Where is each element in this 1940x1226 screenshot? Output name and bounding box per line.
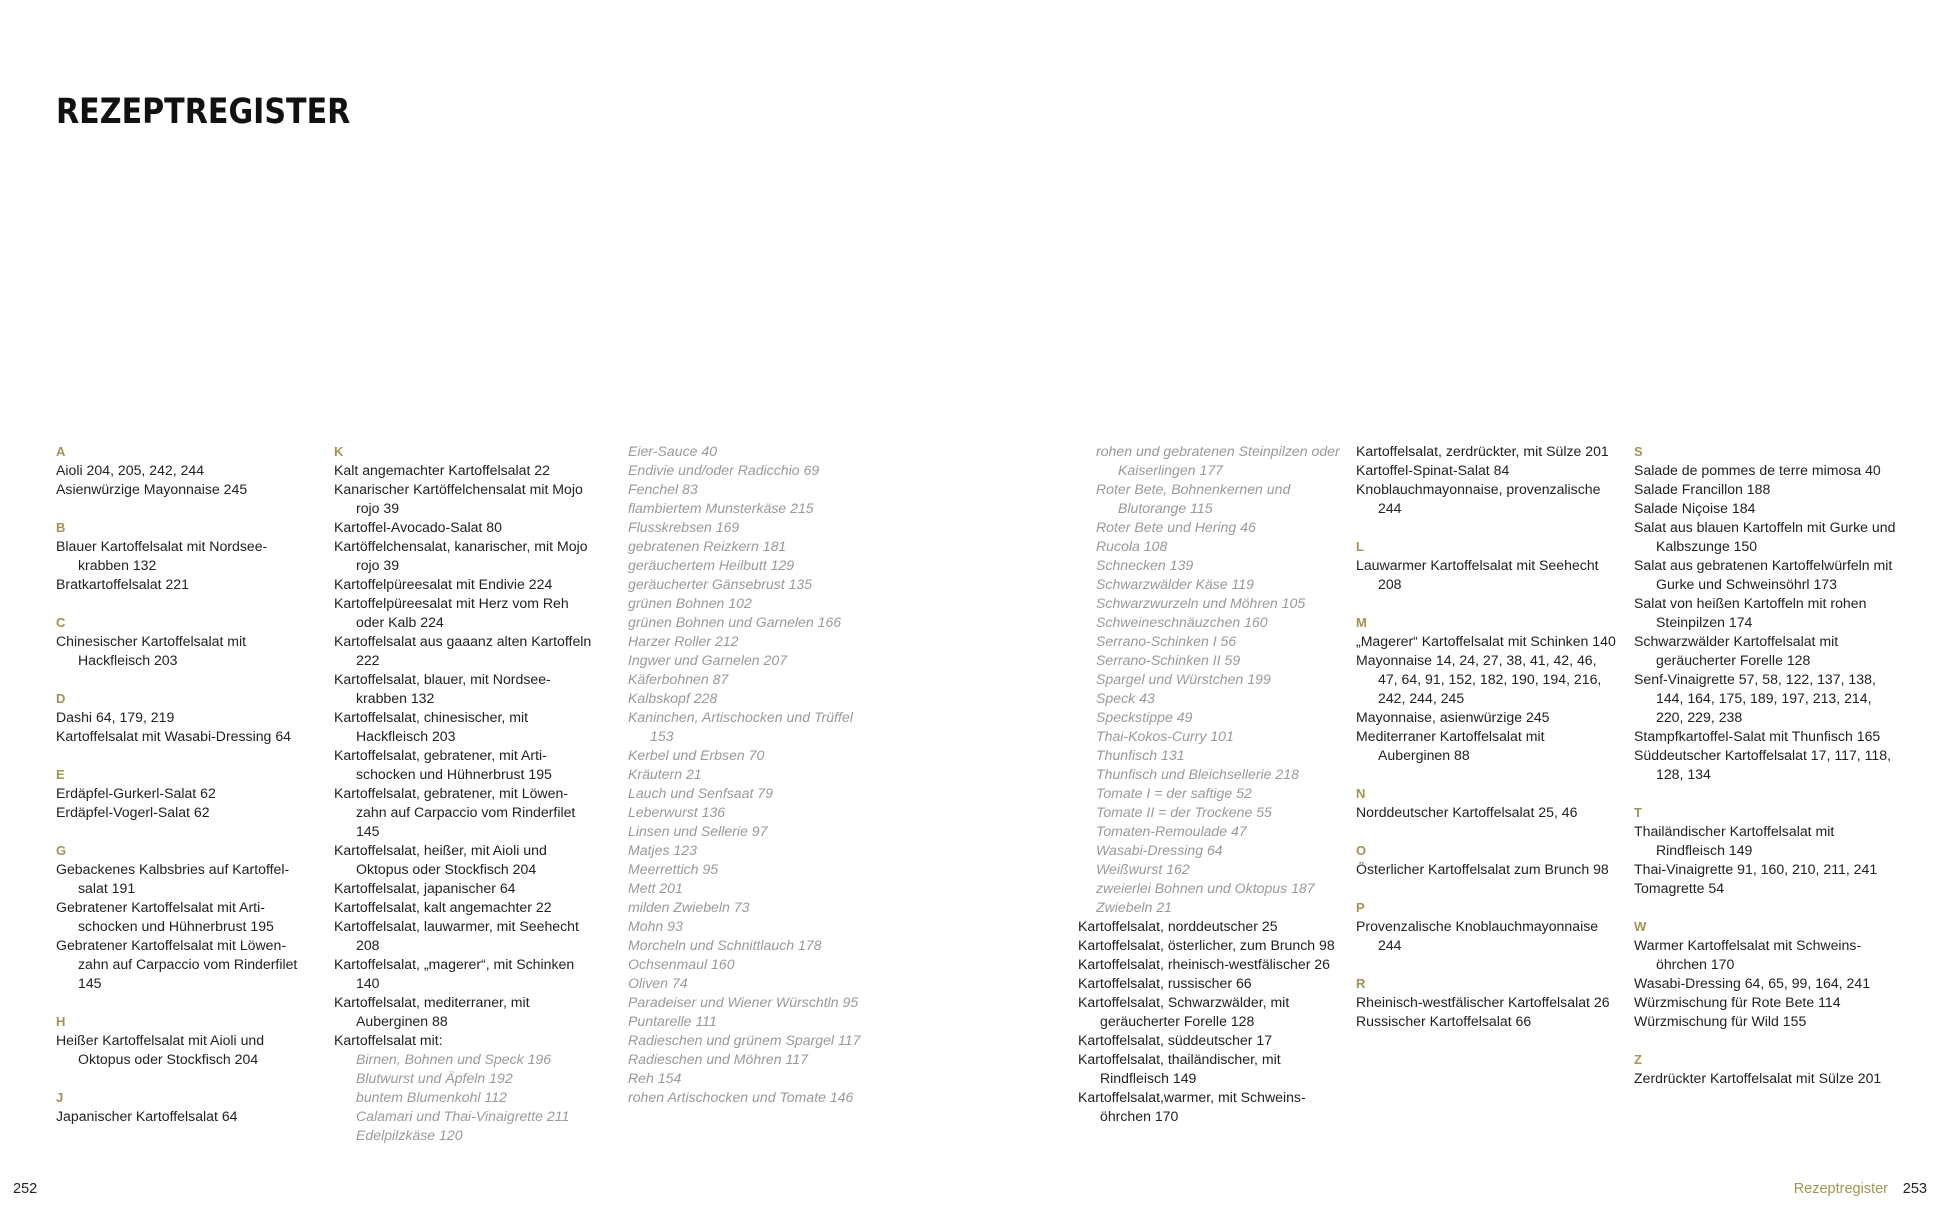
index-entry: Kartoffelsalat, japanischer 64 (334, 880, 516, 896)
section-gap (56, 1069, 306, 1088)
page-number-left: 252 (13, 1181, 38, 1197)
index-subentry: Serrano-Schinken II 59 (1096, 652, 1241, 668)
index-subentry: Weißwurst 162 (1096, 861, 1190, 877)
index-column-1 (56, 442, 306, 1126)
index-subentry: grünen Bohnen und Garnelen 166 (628, 614, 842, 630)
index-entry: Norddeutscher Kartoffelsalat 25, 46 (1356, 804, 1578, 820)
index-entry: Kartoffelsalat, heißer, mit Aioli und Oktopus oder Stockfisch 204 (334, 842, 547, 877)
index-subentry: Kalbskopf 228 (628, 690, 718, 706)
index-entry: Gebackenes Kalbsbries auf Kartoffel-salat 191 (56, 861, 290, 896)
index-entry: Knoblauchmayonnaise, provenzalische 244 (1356, 481, 1601, 516)
section-letter: B (56, 520, 66, 535)
index-subentry: Tomaten-Remoulade 47 (1096, 823, 1247, 839)
index-subentry: Tomate I = der saftige 52 (1096, 785, 1252, 801)
index-subentry: Calamari und Thai-Vinaigrette 211 (356, 1108, 570, 1124)
index-entry: Kartoffelsalat aus gaaanz alten Kartoffeln 222 (334, 633, 592, 668)
index-entry: Blauer Kartoffelsalat mit Nordsee-krabben 132 (56, 538, 268, 573)
index-entry: Erdäpfel-Gurkerl-Salat 62 (56, 785, 216, 801)
index-subentry: Puntarelle 111 (628, 1013, 717, 1029)
section-gap (1356, 879, 1618, 898)
index-entry: Würzmischung für Rote Bete 114 (1634, 994, 1841, 1010)
index-subentry: Blutwurst und Äpfeln 192 (356, 1070, 513, 1086)
index-entry: Salat aus blauen Kartoffeln mit Gurke und Kalbszunge 150 (1634, 519, 1896, 554)
index-subentry: Kräutern 21 (628, 766, 702, 782)
section-gap (1634, 1031, 1896, 1050)
index-entry: Wasabi-Dressing 64, 65, 99, 164, 241 (1634, 975, 1871, 991)
index-entry: Kartoffelsalat, lauwarmer, mit Seehecht 208 (334, 918, 579, 953)
index-subentry: Fenchel 83 (628, 481, 698, 497)
index-entry: Thailändischer Kartoffelsalat mit Rindfleisch 149 (1634, 823, 1835, 858)
section-letter: H (56, 1014, 66, 1029)
index-subentry: Lauch und Senfsaat 79 (628, 785, 773, 801)
section-gap (56, 822, 306, 841)
index-entry: Kartoffelsalat, gebratener, mit Arti-schocken und Hühnerbrust 195 (334, 747, 552, 782)
index-subentry: Oliven 74 (628, 975, 688, 991)
section-gap (1356, 765, 1618, 784)
index-subentry: Schwarzwurzeln und Möhren 105 (1096, 595, 1306, 611)
section-gap (56, 993, 306, 1012)
index-subentry: Speckstippe 49 (1096, 709, 1193, 725)
index-column-5 (1356, 442, 1618, 1031)
index-entry: Aioli 204, 205, 242, 244 (56, 462, 205, 478)
index-entry: Rheinisch-westfälischer Kartoffelsalat 26 (1356, 994, 1610, 1010)
section-letter: J (56, 1090, 64, 1105)
section-letter: N (1356, 786, 1366, 801)
index-subentry: Radieschen und grünem Spargel 117 (628, 1032, 861, 1048)
index-entry: Süddeutscher Kartoffelsalat 17, 117, 118, 128, 134 (1634, 747, 1891, 782)
index-entry: Japanischer Kartoffelsalat 64 (56, 1108, 238, 1124)
index-subentry: Ingwer und Garnelen 207 (628, 652, 788, 668)
index-subentry: Kerbel und Erbsen 70 (628, 747, 765, 763)
index-entry: Kartoffelsalat, norddeutscher 25 (1078, 918, 1278, 934)
index-entry: Kartoffelsalat, „magerer“, mit Schinken 140 (334, 956, 575, 991)
index-entry: Salat aus gebratenen Kartoffelwürfeln mit Gurke und Schweinsöhrl 173 (1634, 557, 1893, 592)
index-entry: Kartoffelpüreesalat mit Endivie 224 (334, 576, 553, 592)
index-entry: Bratkartoffelsalat 221 (56, 576, 189, 592)
index-subentry: rohen und gebratenen Steinpilzen oder Kaiserlingen 177 (1096, 443, 1340, 478)
index-entry: Kartoffelsalat, österlicher, zum Brunch 98 (1078, 937, 1335, 953)
index-entry: Stampfkartoffel-Salat mit Thunfisch 165 (1634, 728, 1881, 744)
section-letter: W (1634, 919, 1647, 934)
index-subentry: Linsen und Sellerie 97 (628, 823, 768, 839)
index-subentry: Serrano-Schinken I 56 (1096, 633, 1237, 649)
index-subentry: Mohn 93 (628, 918, 683, 934)
index-subentry: Tomate II = der Trockene 55 (1096, 804, 1272, 820)
section-letter: E (56, 767, 65, 782)
running-footer-label: Rezeptregister (1793, 1181, 1888, 1197)
section-letter: K (334, 444, 344, 459)
index-subentry: zweierlei Bohnen und Oktopus 187 (1096, 880, 1315, 896)
index-entry: Kartoffelsalat, mediterraner, mit Auberginen 88 (334, 994, 530, 1029)
index-entry: Gebratener Kartoffelsalat mit Löwen-zahn auf Carpaccio vom Rinderfilet 145 (56, 937, 298, 991)
index-entry: Kartoffel-Avocado-Salat 80 (334, 519, 502, 535)
index-entry: Kartoffelpüreesalat mit Herz vom Reh oder Kalb 224 (334, 595, 569, 630)
index-subentry: Rucola 108 (1096, 538, 1168, 554)
index-subentry: geräucherter Gänsebrust 135 (628, 576, 813, 592)
index-entry: „Magerer“ Kartoffelsalat mit Schinken 140 (1356, 633, 1616, 649)
index-entry: Salat von heißen Kartoffeln mit rohen Steinpilzen 174 (1634, 595, 1867, 630)
index-entry: Warmer Kartoffelsalat mit Schweins-öhrchen 170 (1634, 937, 1862, 972)
index-subentry: Kaninchen, Artischocken und Trüffel 153 (628, 709, 853, 744)
section-letter: Z (1634, 1052, 1642, 1067)
index-subentry: geräuchertem Heilbutt 129 (628, 557, 795, 573)
index-subentry: Ochsenmaul 160 (628, 956, 735, 972)
index-subentry: Thai-Kokos-Curry 101 (1096, 728, 1234, 744)
section-letter: C (56, 615, 66, 630)
index-subentry: Thunfisch und Bleichsellerie 218 (1096, 766, 1299, 782)
page-title: REZEPTREGISTER (56, 92, 351, 132)
index-subentry: Schweineschnäuzchen 160 (1096, 614, 1268, 630)
index-subentry: Wasabi-Dressing 64 (1096, 842, 1223, 858)
index-entry: Lauwarmer Kartoffelsalat mit Seehecht 208 (1356, 557, 1599, 592)
index-entry: Chinesischer Kartoffelsalat mit Hackfleisch 203 (56, 633, 247, 668)
index-entry: Kalt angemachter Kartoffelsalat 22 (334, 462, 550, 478)
section-letter: P (1356, 900, 1365, 915)
index-subentry: Reh 154 (628, 1070, 682, 1086)
section-gap (1634, 784, 1896, 803)
index-subentry: Harzer Roller 212 (628, 633, 739, 649)
section-gap (56, 746, 306, 765)
section-letter: O (1356, 843, 1367, 858)
index-entry: Russischer Kartoffelsalat 66 (1356, 1013, 1532, 1029)
index-column-4 (1078, 442, 1340, 1126)
section-letter: T (1634, 805, 1642, 820)
index-subentry: buntem Blumenkohl 112 (356, 1089, 507, 1105)
index-entry: Schwarzwälder Kartoffelsalat mit geräucherter Forelle 128 (1634, 633, 1839, 668)
section-letter: R (1356, 976, 1366, 991)
index-entry: Dashi 64, 179, 219 (56, 709, 175, 725)
index-entry: Zerdrückter Kartoffelsalat mit Sülze 201 (1634, 1070, 1882, 1086)
index-subentry: Schwarzwälder Käse 119 (1096, 576, 1254, 592)
index-entry: Kartoffelsalat, thailändischer, mit Rindfleisch 149 (1078, 1051, 1281, 1086)
index-entry: Mayonnaise 14, 24, 27, 38, 41, 42, 46, 47, 64, 91, 152, 182, 190, 194, 216, 242, 244, 245 (1356, 652, 1602, 706)
index-entry: Gebratener Kartoffelsalat mit Arti-schocken und Hühnerbrust 195 (56, 899, 274, 934)
index-column-2 (334, 442, 596, 1145)
index-subentry: Matjes 123 (628, 842, 697, 858)
section-gap (1356, 955, 1618, 974)
index-entry: Erdäpfel-Vogerl-Salat 62 (56, 804, 210, 820)
index-entry: Kartoffelsalat, chinesischer, mit Hackfleisch 203 (334, 709, 529, 744)
section-letter: A (56, 444, 66, 459)
index-entry: Kartoffelsalat, rheinisch-westfälischer 26 (1078, 956, 1330, 972)
index-subentry: Paradeiser und Wiener Würschtln 95 (628, 994, 859, 1010)
index-entry: Kartoffelsalat mit: (334, 1032, 443, 1048)
index-subentry: Zwiebeln 21 (1096, 899, 1172, 915)
index-entry: Kartoffelsalat, blauer, mit Nordsee-krabben 132 (334, 671, 551, 706)
index-subentry: Speck 43 (1096, 690, 1155, 706)
index-entry: Kartöffelchensalat, kanarischer, mit Mojo rojo 39 (334, 538, 588, 573)
index-entry: Kartoffelsalat, süddeutscher 17 (1078, 1032, 1273, 1048)
index-subentry: Edelpilzkäse 120 (356, 1127, 463, 1143)
index-entry: Kartoffelsalat, gebratener, mit Löwen-zahn auf Carpaccio vom Rinderfilet 145 (334, 785, 576, 839)
index-subentry: Schnecken 139 (1096, 557, 1194, 573)
index-entry: Kartoffelsalat, Schwarzwälder, mit geräucherter Forelle 128 (1078, 994, 1290, 1029)
index-subentry: Roter Bete und Hering 46 (1096, 519, 1256, 535)
index-entry: Salade Francillon 188 (1634, 481, 1771, 497)
index-column-6 (1634, 442, 1896, 1088)
section-gap (1356, 594, 1618, 613)
index-subentry: Roter Bete, Bohnenkernen und Blutorange 115 (1096, 481, 1291, 516)
index-entry: Kartoffelsalat mit Wasabi-Dressing 64 (56, 728, 291, 744)
index-entry: Kartoffelsalat, kalt angemachter 22 (334, 899, 552, 915)
index-subentry: Meerrettich 95 (628, 861, 719, 877)
index-subentry: Spargel und Würstchen 199 (1096, 671, 1271, 687)
index-entry: Kartoffelsalat, zerdrückter, mit Sülze 201 (1356, 443, 1609, 459)
index-subentry: Käferbohnen 87 (628, 671, 729, 687)
index-subentry: gebratenen Reizkern 181 (628, 538, 787, 554)
index-subentry: Radieschen und Möhren 117 (628, 1051, 808, 1067)
section-gap (56, 594, 306, 613)
index-entry: Provenzalische Knoblauchmayonnaise 244 (1356, 918, 1599, 953)
index-subentry: grünen Bohnen 102 (628, 595, 752, 611)
section-gap (1634, 898, 1896, 917)
index-subentry: flambiertem Munsterkäse 215 (628, 500, 814, 516)
index-entry: Kartoffelsalat,warmer, mit Schweins-öhrchen 170 (1078, 1089, 1306, 1124)
index-subentry: milden Zwiebeln 73 (628, 899, 750, 915)
index-subentry: Birnen, Bohnen und Speck 196 (356, 1051, 552, 1067)
index-entry: Asienwürzige Mayonnaise 245 (56, 481, 248, 497)
section-letter: G (56, 843, 67, 858)
index-entry: Heißer Kartoffelsalat mit Aioli und Oktopus oder Stockfisch 204 (56, 1032, 265, 1067)
section-gap (56, 670, 306, 689)
index-entry: Thai-Vinaigrette 91, 160, 210, 211, 241 (1634, 861, 1878, 877)
section-gap (1356, 822, 1618, 841)
index-entry: Senf-Vinaigrette 57, 58, 122, 137, 138, 144, 164, 175, 189, 197, 213, 214, 220, 229, 238 (1634, 671, 1876, 725)
index-subentry: Morcheln und Schnittlauch 178 (628, 937, 822, 953)
index-subentry: Leberwurst 136 (628, 804, 726, 820)
section-letter: L (1356, 539, 1364, 554)
section-letter: S (1634, 444, 1643, 459)
index-entry: Kanarischer Kartöffelchensalat mit Mojo rojo 39 (334, 481, 583, 516)
index-column-3 (628, 442, 878, 1107)
index-entry: Kartoffelsalat, russischer 66 (1078, 975, 1252, 991)
index-subentry: Endivie und/oder Radicchio 69 (628, 462, 820, 478)
index-entry: Salade Niçoise 184 (1634, 500, 1756, 516)
page-number-right: 253 (1902, 1181, 1927, 1197)
index-subentry: Eier-Sauce 40 (628, 443, 718, 459)
index-subentry: Mett 201 (628, 880, 683, 896)
index-entry: Mediterraner Kartoffelsalat mit Auberginen 88 (1356, 728, 1545, 763)
index-entry: Österlicher Kartoffelsalat zum Brunch 98 (1356, 861, 1609, 877)
index-subentry: Thunfisch 131 (1096, 747, 1185, 763)
section-gap (1356, 518, 1618, 537)
index-entry: Tomagrette 54 (1634, 880, 1725, 896)
index-entry: Salade de pommes de terre mimosa 40 (1634, 462, 1881, 478)
section-gap (56, 499, 306, 518)
index-subentry: rohen Artischocken und Tomate 146 (628, 1089, 854, 1105)
index-subentry: Flusskrebsen 169 (628, 519, 740, 535)
section-letter: D (56, 691, 66, 706)
section-letter: M (1356, 615, 1367, 630)
index-entry: Kartoffel-Spinat-Salat 84 (1356, 462, 1510, 478)
index-entry: Mayonnaise, asienwürzige 245 (1356, 709, 1550, 725)
index-entry: Würzmischung für Wild 155 (1634, 1013, 1807, 1029)
